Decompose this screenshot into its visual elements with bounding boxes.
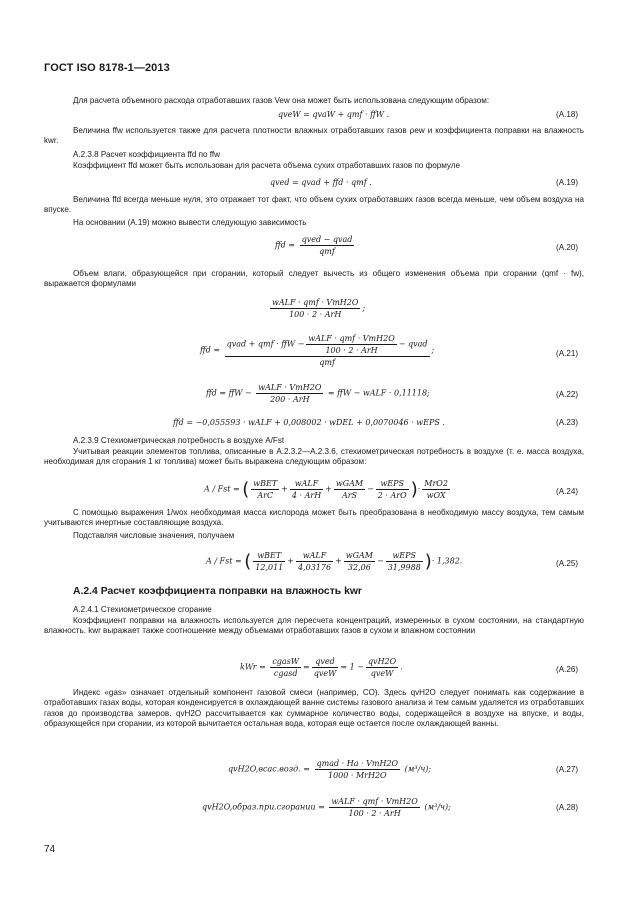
fraction — [329, 796, 419, 819]
fraction-denominator: wOX — [426, 491, 446, 500]
fraction-denominator: ArC — [257, 491, 274, 500]
fraction — [270, 656, 301, 679]
fraction — [422, 478, 450, 501]
page-number: 74 — [44, 844, 56, 855]
fraction-numerator: qved — [312, 656, 339, 668]
paragraph: А.2.3.9 Стехиометрическая потребность в воздухе A/Fst — [73, 436, 285, 445]
formula-end: · 1,382. — [431, 556, 463, 566]
formula-unit: (м³/ч); — [424, 802, 451, 812]
fraction — [386, 550, 423, 573]
fraction-denominator: 200 · ArH — [270, 395, 310, 404]
formula-a22 — [206, 382, 430, 405]
fraction-denominator: qveW — [313, 669, 337, 678]
fraction-numerator: wGAM — [335, 479, 364, 488]
paragraph: Объем влаги, образующейся при сгорании, который следует вычесть из общего изменения объема при сгорании (qmf · fw), выражается формулами — [44, 269, 584, 289]
paragraph: С помощью выражения 1/wox необходимая масса кислорода может быть преобразована в необходимую массу воздуха, тем самым учитываются инертные составляющие воздуха. — [44, 508, 584, 528]
fraction — [344, 550, 375, 573]
section-heading: А.2.4 Расчет коэффициента поправки на влажность kwr — [73, 586, 362, 597]
fraction-denominator: 12,011 — [255, 563, 284, 572]
equation-number: (А.18) — [556, 110, 579, 119]
left-parenthesis: ( — [244, 551, 252, 572]
equation-number: (А.21) — [556, 349, 579, 358]
fraction-numerator: wALF · qmf · VmH2O — [308, 334, 395, 343]
formula-lhs: qvH2O,образ.при.сгорании = — [202, 802, 325, 812]
formula-a19: qved = qvad + ffd · qmf . — [270, 178, 372, 187]
fraction-denominator: 31,9988 — [387, 563, 421, 572]
equation-number: (А.26) — [556, 665, 579, 674]
paragraph: А.2.3.8 Расчет коэффициента ffd по ffw — [73, 150, 220, 159]
formula-a20 — [275, 234, 356, 257]
fraction-denominator: qveW — [370, 669, 394, 678]
fraction — [300, 234, 355, 257]
fraction-numerator: wGAM — [345, 551, 373, 560]
equation-number: (А.25) — [556, 559, 579, 568]
left-parenthesis: ( — [242, 479, 250, 500]
fraction-numerator: wEPS — [386, 550, 423, 562]
fraction — [225, 333, 430, 368]
fraction-numerator: qvH2O — [367, 657, 397, 666]
fraction-denominator: 4 · ArH — [291, 491, 322, 500]
equation-number: (А.27) — [556, 765, 579, 774]
right-parenthesis: ) — [424, 551, 432, 572]
numerator-part: qvad + qmf · ffW − — [226, 339, 305, 349]
paragraph: Учитывая реакции элементов топлива, описанные в А.2.3.2—А.2.3.6, стехиометрическая потребность в воздухе (т. е. масса воздуха, необходимая для сгорания 1 кг топлива) может быть выражена следующим образом: — [44, 447, 584, 467]
fraction-numerator: wBET — [253, 550, 285, 562]
fraction — [376, 478, 409, 501]
formula-a21-prelim — [268, 297, 365, 320]
paragraph: Для расчета объемного расхода отработавших газов Vew она может быть использована следующим образом: — [73, 96, 490, 105]
fraction — [312, 656, 339, 679]
fraction-denominator: qmf — [319, 247, 335, 256]
formula-lhs: A / Fst = — [204, 484, 240, 494]
formula-a26: kWr = $\frac{\text{cgasW}}{\text{cgasd}}$ = $\frac{\text{qved}}{\text{qveW}}$ = 1 − $\frac{\text{qvH2O}}{\text{qveW}}$ . — [240, 657, 403, 678]
fraction — [296, 550, 333, 573]
formula-a25: A / Fst = ( $\frac{\text{wBET}}{12,011}$ + $\frac{\text{wALF}}{4,03176}$ + $\frac{\text{wGAM}}{32,06}$ − $\frac{\text{wEPS}}{31,9988}$ )· 1,382. — [206, 551, 463, 572]
formula-a27 — [228, 758, 431, 781]
fraction-numerator: wALF — [296, 550, 333, 562]
fraction-numerator: qved − qvad — [301, 235, 353, 244]
formula-a23: ffd = −0,055593 · wALF + 0,008002 · wDEL + 0,0070046 · wEPS . — [173, 418, 445, 427]
fraction — [290, 478, 323, 501]
formula-part: = 1 − — [340, 662, 364, 672]
equation-number: (А.20) — [556, 243, 579, 252]
formula-end: ; — [431, 345, 435, 355]
formula-a28 — [202, 796, 451, 819]
fraction-denominator: 1000 · MrH2O — [327, 771, 387, 780]
formula-unit: (м³/ч); — [404, 764, 432, 774]
formula-a24: A / Fst = ( $\frac{\text{wBET}}{\text{ArC}}$ + $\frac{\text{wALF}}{\text{4 · ArH}}$ + $\frac{\text{wGAM}}{\text{ArS}}$ − $\frac{\text{wEPS}}{\text{2 · ArO}}$ )· $\frac{\text{MrO2}}{\text{wOX}}$ — [204, 479, 448, 500]
fraction — [251, 478, 279, 501]
fraction-denominator: 2 · ArO — [377, 491, 407, 500]
equation-number: (А.23) — [556, 418, 579, 427]
paragraph: Коэффициент поправки на влажность используется для пересчета концентраций, измеренных в сухом состоянии, на стандартную влажность. kwr выражает также соотношение между объемами отработавших газов в сухом и влажном состоянии — [44, 616, 584, 636]
formula-part: ffd = ffW − — [206, 388, 252, 398]
fraction-denominator: 100 · 2 · ArH — [348, 809, 401, 818]
fraction-numerator: wALF · qmf · VmH2O — [331, 797, 418, 806]
fraction-denominator: qmf — [319, 358, 335, 367]
formula-lhs: kWr = — [240, 662, 266, 672]
fraction-numerator: cgasW — [272, 657, 300, 666]
fraction-denominator: ArS — [341, 491, 358, 500]
inner-fraction — [306, 333, 396, 356]
equation-number: (А.28) — [556, 803, 579, 812]
equation-number: (А.19) — [556, 178, 579, 187]
formula-part: = ffW − wALF · 0,11118; — [327, 388, 430, 398]
formula-a21 — [200, 333, 434, 368]
paragraph: На основании (А.19) можно вывести следующую зависимость — [73, 218, 307, 227]
formula-lhs: A / Fst = — [206, 556, 242, 566]
fraction-denominator: cgasd — [273, 669, 298, 678]
fraction-denominator: 100 · 2 · ArH — [325, 346, 378, 355]
fraction — [366, 656, 398, 679]
fraction-numerator: wALF · VmH2O — [258, 383, 322, 392]
fraction — [315, 758, 401, 781]
formula-lhs: qvH2O,всас.возд. = — [228, 764, 310, 774]
formula-lhs: ffd = — [200, 345, 221, 355]
fraction-numerator: wBET — [253, 479, 278, 488]
fraction-denominator: 32,06 — [347, 563, 371, 572]
document-header: ГОСТ ISO 8178-1—2013 — [44, 62, 170, 74]
right-parenthesis: ) — [410, 479, 418, 500]
fraction-numerator: wALF — [290, 478, 323, 490]
formula-end: ; — [362, 303, 366, 313]
fraction — [256, 382, 323, 405]
fraction — [270, 297, 360, 320]
fraction-denominator: 100 · 2 · ArH — [289, 310, 342, 319]
paragraph: Подставляя числовые значения, получаем — [73, 531, 235, 540]
fraction — [253, 550, 285, 573]
paragraph: Величина ffw используется также для расчета плотности влажных отработавших газов ρew и коэффициента поправки на влажность kwr. — [44, 126, 584, 146]
fraction-numerator: wEPS — [376, 478, 409, 490]
equation-number: (А.22) — [556, 390, 579, 399]
paragraph: Коэффициент ffd может быть использован для расчета объема сухих отработавших газов по формуле — [73, 161, 461, 170]
fraction-numerator — [225, 333, 430, 357]
formula-lhs: ffd = — [275, 240, 296, 250]
paragraph: Индекс «gas» означает отдельный компонент газовой смеси (например, СО). Здесь qvH2O следует понимать как содержание в отработавших газах воды, которая конденсируется в охлаждающей ванне системы газового анализа и тем самым удаляется из отработавших газов до производства замеров. qvH2O рассчитывается как суммарное количество воды, содержащейся в воздухе на впуске, и воды, образующейся при сгорании, из которой вычитается остальная вода, которая еще остается после охлаждающей ванны. — [44, 688, 584, 729]
fraction-numerator: MrO2 — [424, 479, 448, 488]
numerator-part: − qvad — [398, 339, 428, 349]
fraction-numerator: qmad · Ha · VmH2O — [316, 759, 399, 768]
fraction-denominator: 4,03176 — [297, 563, 332, 572]
paragraph: А.2.4.1 Стехиометрическое сгорание — [73, 605, 212, 614]
fraction — [334, 478, 365, 501]
fraction-numerator: wALF · qmf · VmH2O — [272, 298, 359, 307]
equation-number: (А.24) — [556, 487, 579, 496]
paragraph: Величина ffd всегда меньше нуля, это отражает тот факт, что объем сухих отработавших газов всегда меньше, чем объем воздуха на впуске. — [44, 195, 584, 215]
formula-a18: qveW = qvaW + qmf · ffW . — [278, 110, 390, 119]
